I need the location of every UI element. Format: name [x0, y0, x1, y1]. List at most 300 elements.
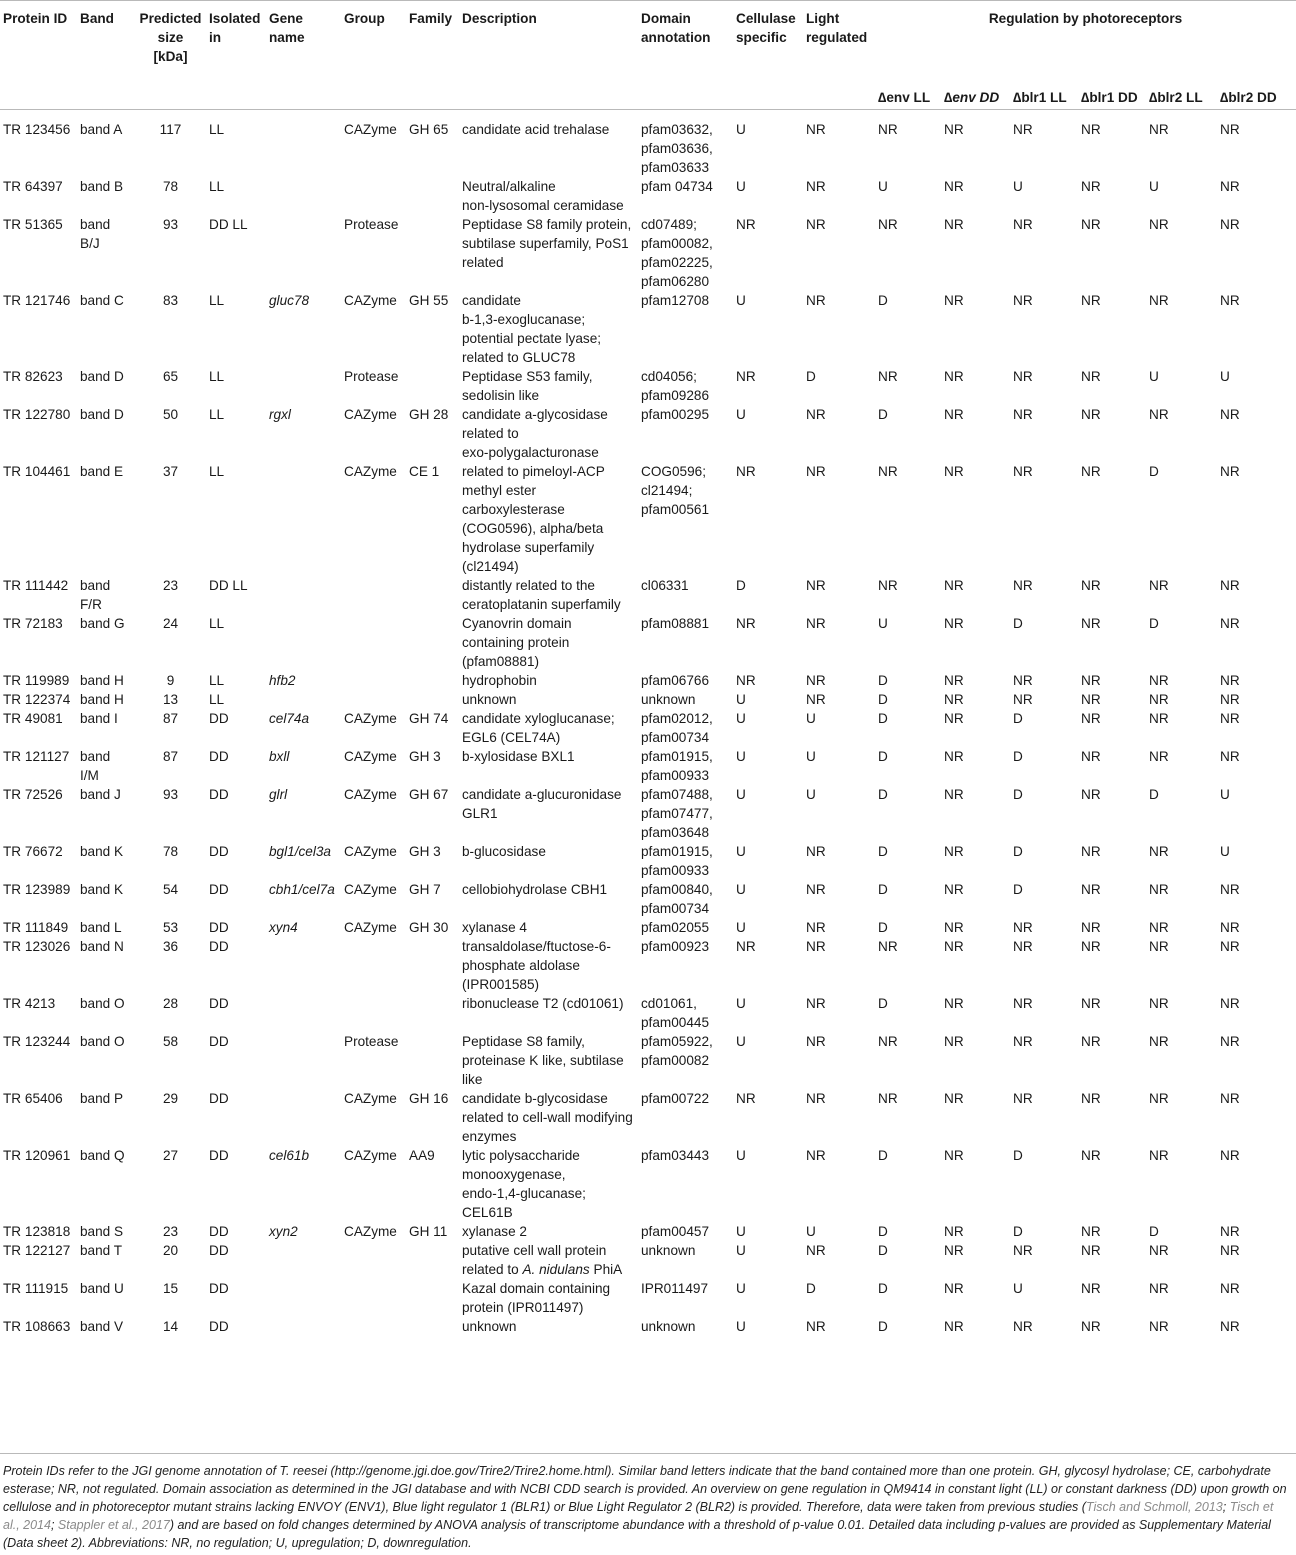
cell-blr2-dd-text: NR: [1220, 711, 1240, 726]
cell-domain-text: pfam07488, pfam07477, pfam03648: [641, 787, 713, 840]
cell-blr2-dd: [1217, 994, 1296, 1032]
cell-env-dd-text: NR: [944, 122, 964, 137]
sub-header: [1146, 80, 1217, 110]
cell-blr2-dd-text: NR: [1220, 1319, 1240, 1334]
cell-cellulase: [733, 1146, 803, 1222]
cell-family: [406, 110, 459, 178]
cell-blr1-ll-text: NR: [1013, 692, 1033, 707]
footnote-text: Protein IDs refer to the JGI genome annotation of: [3, 1464, 280, 1478]
cell-size-text: 23: [162, 1224, 179, 1239]
cell-env-dd-text: NR: [944, 293, 964, 308]
cell-size: [135, 1317, 206, 1336]
cell-group-text: CAZyme: [344, 882, 397, 897]
subheader-spacer: [0, 80, 875, 110]
cell-description-text: xylanase 2: [462, 1224, 527, 1239]
cell-size-text: 65: [162, 369, 179, 384]
cell-description-text: Peptidase S8 family protein, subtilase superfamily, PoS1 related: [462, 217, 632, 270]
cell-env-dd: [941, 1241, 1010, 1279]
cell-group: [341, 367, 406, 405]
cell-light-text: NR: [806, 844, 826, 859]
cell-blr1-dd-text: NR: [1081, 673, 1101, 688]
cell-gene: [266, 690, 341, 709]
cell-protein-id: [0, 1032, 77, 1089]
cell-domain-text: cd07489; pfam00082, pfam02225, pfam06280: [641, 217, 713, 289]
cell-gene: [266, 291, 341, 367]
cell-blr1-ll-text: D: [1013, 787, 1023, 802]
cell-blr2-dd-text: NR: [1220, 1224, 1240, 1239]
cell-size-text: 54: [162, 882, 179, 897]
cell-family: [406, 614, 459, 671]
cell-isolated-text: DD: [209, 996, 229, 1011]
cell-blr2-dd-text: NR: [1220, 179, 1240, 194]
table-row: [0, 177, 1296, 215]
footnote-citation[interactable]: Stappler et al., 2017: [57, 1518, 170, 1532]
cell-description: [459, 215, 638, 291]
cell-isolated-text: DD: [209, 1224, 229, 1239]
cell-blr2-dd-text: NR: [1220, 1281, 1240, 1296]
cell-blr1-ll: [1010, 671, 1078, 690]
cell-isolated-text: LL: [209, 464, 225, 479]
cell-isolated: [206, 576, 266, 614]
cell-domain: [638, 405, 733, 462]
header-line: regulated: [806, 30, 868, 45]
cell-description: [459, 880, 638, 918]
cell-env-ll-text: U: [878, 179, 888, 194]
cell-env-ll-text: D: [878, 673, 888, 688]
cell-blr1-ll: [1010, 405, 1078, 462]
cell-blr1-ll: [1010, 291, 1078, 367]
table-row: [0, 462, 1296, 576]
cell-group-text: CAZyme: [344, 711, 397, 726]
cell-size-text: 50: [162, 407, 179, 422]
cell-gene: [266, 367, 341, 405]
cell-group: [341, 690, 406, 709]
footnote-citation[interactable]: Tisch and Schmoll, 2013: [1085, 1500, 1223, 1514]
cell-blr2-dd: [1217, 709, 1296, 747]
cell-gene-text: rgxl: [269, 407, 291, 422]
cell-protein-id: [0, 177, 77, 215]
cell-blr1-dd-text: NR: [1081, 1319, 1101, 1334]
cell-size: [135, 994, 206, 1032]
cell-light: [803, 880, 875, 918]
cell-group-text: CAZyme: [344, 1224, 397, 1239]
cell-domain-text: pfam03443: [641, 1148, 710, 1163]
cell-light-text: U: [806, 787, 816, 802]
cell-blr2-ll-text: NR: [1149, 692, 1169, 707]
cell-blr1-ll-text: U: [1013, 179, 1023, 194]
cell-env-dd-text: NR: [944, 711, 964, 726]
cell-isolated: [206, 709, 266, 747]
cell-band-text: band B: [80, 179, 124, 194]
cell-light: [803, 785, 875, 842]
cell-domain: [638, 671, 733, 690]
cell-light-text: NR: [806, 1319, 826, 1334]
cell-light: [803, 1279, 875, 1317]
cell-cellulase-text: NR: [736, 673, 756, 688]
cell-description: [459, 918, 638, 937]
cell-domain-text: pfam12708: [641, 293, 710, 308]
cell-blr1-ll: [1010, 110, 1078, 178]
cell-env-dd-text: NR: [944, 692, 964, 707]
cell-description: [459, 994, 638, 1032]
cell-blr2-dd-text: NR: [1220, 1243, 1240, 1258]
cell-blr2-ll-text: NR: [1149, 122, 1169, 137]
cell-size: [135, 1089, 206, 1146]
cell-env-ll-text: D: [878, 996, 888, 1011]
cell-cellulase-text: U: [736, 407, 746, 422]
cell-blr1-ll-text: NR: [1013, 1034, 1033, 1049]
cell-blr1-ll: [1010, 1146, 1078, 1222]
cell-blr2-ll-text: NR: [1149, 844, 1169, 859]
cell-cellulase: [733, 1279, 803, 1317]
cell-gene-text: bxll: [269, 749, 290, 764]
cell-blr2-ll-text: D: [1149, 464, 1159, 479]
cell-cellulase: [733, 1089, 803, 1146]
cell-cellulase-text: U: [736, 749, 746, 764]
cell-family-text: GH 28: [409, 407, 449, 422]
cell-env-dd: [941, 177, 1010, 215]
table-row: [0, 690, 1296, 709]
cell-env-ll: [875, 1032, 941, 1089]
cell-domain: [638, 842, 733, 880]
cell-gene: [266, 709, 341, 747]
cell-family-text: GH 3: [409, 749, 441, 764]
cell-env-ll: [875, 405, 941, 462]
header-line: annotation: [641, 30, 711, 45]
cell-blr1-dd-text: NR: [1081, 616, 1101, 631]
cell-env-ll-text: D: [878, 293, 888, 308]
cell-blr1-ll: [1010, 215, 1078, 291]
cell-env-ll: [875, 1089, 941, 1146]
cell-env-dd-text: NR: [944, 464, 964, 479]
cell-size: [135, 462, 206, 576]
cell-band-text: band D: [80, 407, 124, 422]
cell-domain-text: pfam01915, pfam00933: [641, 749, 713, 783]
cell-blr2-ll-text: NR: [1149, 882, 1169, 897]
cell-domain: [638, 614, 733, 671]
cell-family: [406, 1317, 459, 1336]
cell-blr1-ll-text: NR: [1013, 122, 1033, 137]
cell-domain: [638, 1317, 733, 1336]
cell-isolated-text: DD: [209, 939, 229, 954]
cell-band: [77, 405, 135, 462]
cell-env-ll-text: D: [878, 844, 888, 859]
cell-blr2-ll-text: NR: [1149, 1319, 1169, 1334]
cell-protein-id-text: TR 108663: [3, 1319, 71, 1334]
cell-blr2-ll: [1146, 1089, 1217, 1146]
col-header: Group: [344, 11, 385, 26]
cell-isolated-text: DD: [209, 882, 229, 897]
cell-band: [77, 1032, 135, 1089]
cell-env-dd: [941, 462, 1010, 576]
cell-blr1-ll: [1010, 1279, 1078, 1317]
table-row: [0, 367, 1296, 405]
cell-light: [803, 462, 875, 576]
cell-light: [803, 994, 875, 1032]
cell-size-text: 24: [162, 616, 179, 631]
cell-description: [459, 462, 638, 576]
cell-env-dd: [941, 671, 1010, 690]
cell-group: [341, 576, 406, 614]
cell-isolated: [206, 880, 266, 918]
cell-description: [459, 405, 638, 462]
cell-isolated-text: DD: [209, 711, 229, 726]
cell-blr2-dd-text: NR: [1220, 616, 1240, 631]
cell-size: [135, 367, 206, 405]
cell-isolated-text: LL: [209, 293, 225, 308]
cell-isolated: [206, 690, 266, 709]
cell-description: [459, 1279, 638, 1317]
cell-domain: [638, 690, 733, 709]
table-row: [0, 1146, 1296, 1222]
species-name: A. nidulans: [522, 1262, 590, 1277]
cell-env-dd-text: NR: [944, 673, 964, 688]
cell-family: [406, 367, 459, 405]
cell-env-dd: [941, 1032, 1010, 1089]
cell-env-dd-text: NR: [944, 939, 964, 954]
cell-protein-id-text: TR 72526: [3, 787, 63, 802]
cell-protein-id-text: TR 121746: [3, 293, 71, 308]
cell-protein-id: [0, 614, 77, 671]
cell-light-text: NR: [806, 692, 826, 707]
cell-cellulase: [733, 576, 803, 614]
cell-size: [135, 747, 206, 785]
cell-band: [77, 177, 135, 215]
cell-band-text: band D: [80, 369, 124, 384]
cell-isolated: [206, 1241, 266, 1279]
cell-size-text: 20: [162, 1243, 179, 1258]
cell-group-text: CAZyme: [344, 844, 397, 859]
table-row: [0, 937, 1296, 994]
cell-blr2-dd: [1217, 405, 1296, 462]
cell-isolated-text: DD: [209, 1243, 229, 1258]
cell-group: [341, 747, 406, 785]
cell-band: [77, 880, 135, 918]
cell-env-ll-text: D: [878, 749, 888, 764]
cell-group: [341, 1317, 406, 1336]
cell-blr2-ll-text: NR: [1149, 996, 1169, 1011]
bottom-rule: [0, 1453, 1296, 1454]
cell-description: [459, 785, 638, 842]
cell-band-text: band P: [80, 1091, 124, 1106]
cell-size-text: 87: [162, 749, 179, 764]
cell-blr1-ll-text: NR: [1013, 369, 1033, 384]
cell-blr1-dd-text: NR: [1081, 1148, 1101, 1163]
cell-size-text: 29: [162, 1091, 179, 1106]
cell-domain: [638, 1032, 733, 1089]
cell-domain-text: pfam08881: [641, 616, 710, 631]
cell-env-dd: [941, 110, 1010, 178]
cell-blr2-dd: [1217, 291, 1296, 367]
cell-blr1-dd: [1078, 1241, 1146, 1279]
cell-blr1-ll-text: NR: [1013, 293, 1033, 308]
cell-band-text: band I/M: [80, 749, 111, 783]
cell-size: [135, 177, 206, 215]
cell-band-text: band U: [80, 1281, 124, 1296]
cell-blr2-dd-text: U: [1220, 844, 1230, 859]
cell-description: [459, 1241, 638, 1279]
cell-description-text: Peptidase S8 family, proteinase K like, subtilase like: [462, 1034, 624, 1087]
delta-symbol: ∆: [878, 90, 887, 105]
cell-cellulase-text: U: [736, 711, 746, 726]
cell-env-dd-text: NR: [944, 369, 964, 384]
cell-blr1-ll: [1010, 367, 1078, 405]
cell-domain: [638, 747, 733, 785]
cell-blr2-dd: [1217, 177, 1296, 215]
cell-cellulase: [733, 690, 803, 709]
sub-header-label: env DD: [952, 90, 1000, 105]
cell-env-dd-text: NR: [944, 996, 964, 1011]
cell-blr2-ll: [1146, 709, 1217, 747]
cell-isolated: [206, 1317, 266, 1336]
cell-size: [135, 614, 206, 671]
cell-cellulase: [733, 1241, 803, 1279]
cell-blr1-dd-text: NR: [1081, 217, 1101, 232]
cell-light: [803, 367, 875, 405]
cell-isolated: [206, 462, 266, 576]
cell-blr2-dd: [1217, 918, 1296, 937]
table-row: [0, 671, 1296, 690]
cell-family: [406, 937, 459, 994]
table-footnote: [3, 1462, 1293, 1552]
cell-band: [77, 918, 135, 937]
cell-blr2-ll-text: NR: [1149, 1091, 1169, 1106]
cell-band-text: band T: [80, 1243, 123, 1258]
cell-protein-id: [0, 671, 77, 690]
cell-size-text: 58: [162, 1034, 179, 1049]
sub-header-label: blr1 DD: [1089, 90, 1138, 105]
cell-cellulase: [733, 177, 803, 215]
cell-family-text: GH 11: [409, 1224, 448, 1239]
cell-cellulase: [733, 462, 803, 576]
cell-blr2-dd: [1217, 110, 1296, 178]
cell-light: [803, 177, 875, 215]
cell-blr2-ll: [1146, 462, 1217, 576]
cell-blr2-ll-text: NR: [1149, 673, 1169, 688]
cell-blr1-ll-text: D: [1013, 711, 1023, 726]
cell-env-ll: [875, 747, 941, 785]
cell-cellulase-text: U: [736, 1224, 746, 1239]
cell-domain-text: IPR011497: [641, 1281, 709, 1296]
cell-blr1-ll-text: NR: [1013, 464, 1033, 479]
cell-blr1-dd-text: NR: [1081, 1281, 1101, 1296]
delta-symbol: ∆: [1081, 90, 1090, 105]
cell-env-ll: [875, 785, 941, 842]
cell-size: [135, 215, 206, 291]
cell-blr2-dd-text: NR: [1220, 673, 1240, 688]
cell-isolated: [206, 291, 266, 367]
cell-blr2-ll-text: D: [1149, 616, 1159, 631]
cell-group-text: Protease: [344, 217, 399, 232]
cell-group-text: CAZyme: [344, 1148, 397, 1163]
regulation-header: Regulation by photoreceptors: [988, 11, 1183, 26]
cell-blr1-ll: [1010, 1222, 1078, 1241]
cell-protein-id-text: TR 104461: [3, 464, 71, 479]
cell-domain-text: pfam00457: [641, 1224, 710, 1239]
cell-env-ll-text: NR: [878, 939, 898, 954]
cell-env-dd-text: NR: [944, 787, 964, 802]
cell-isolated-text: DD: [209, 844, 229, 859]
cell-protein-id-text: TR 64397: [3, 179, 63, 194]
cell-group: [341, 842, 406, 880]
cell-light-text: NR: [806, 122, 826, 137]
cell-protein-id: [0, 215, 77, 291]
cell-env-dd: [941, 785, 1010, 842]
cell-gene: [266, 671, 341, 690]
cell-family: [406, 291, 459, 367]
cell-band-text: band A: [80, 122, 123, 137]
cell-env-dd-text: NR: [944, 1319, 964, 1334]
cell-isolated: [206, 215, 266, 291]
cell-domain-text: pfam02012, pfam00734: [641, 711, 713, 745]
cell-light-text: NR: [806, 939, 826, 954]
cell-blr1-ll-text: D: [1013, 616, 1023, 631]
cell-cellulase: [733, 880, 803, 918]
cell-size-text: 87: [162, 711, 179, 726]
footnote-citation[interactable]: Tisch et al., 2014: [3, 1500, 1274, 1532]
cell-blr2-ll-text: U: [1149, 179, 1159, 194]
cell-band: [77, 215, 135, 291]
cell-blr2-ll-text: NR: [1149, 1281, 1169, 1296]
cell-blr2-dd: [1217, 785, 1296, 842]
cell-size-text: 27: [162, 1148, 179, 1163]
header-line: Light: [806, 11, 840, 26]
cell-protein-id: [0, 690, 77, 709]
cell-protein-id-text: TR 4213: [3, 996, 56, 1011]
cell-light: [803, 215, 875, 291]
cell-light-text: D: [806, 369, 816, 384]
cell-protein-id: [0, 1317, 77, 1336]
cell-protein-id-text: TR 123026: [3, 939, 71, 954]
cell-band-text: band G: [80, 616, 125, 631]
cell-domain: [638, 1089, 733, 1146]
cell-blr2-ll: [1146, 110, 1217, 178]
cell-protein-id-text: TR 123989: [3, 882, 71, 897]
cell-blr1-dd-text: NR: [1081, 1224, 1101, 1239]
cell-cellulase: [733, 709, 803, 747]
top-rule: [0, 0, 1296, 1]
cell-size: [135, 937, 206, 994]
cell-env-ll: [875, 1317, 941, 1336]
cell-blr1-dd: [1078, 110, 1146, 178]
cell-blr1-ll: [1010, 747, 1078, 785]
cell-gene-text: cbh1/cel7a: [269, 882, 335, 897]
cell-protein-id-text: TR 111915: [3, 1281, 69, 1296]
cell-band-text: band H: [80, 692, 124, 707]
table-row: [0, 110, 1296, 178]
cell-gene: [266, 842, 341, 880]
cell-family: [406, 462, 459, 576]
cell-gene-text: gluc78: [269, 293, 310, 308]
cell-blr2-dd: [1217, 690, 1296, 709]
cell-protein-id-text: TR 65406: [3, 1091, 63, 1106]
cell-blr2-ll: [1146, 1222, 1217, 1241]
cell-cellulase-text: U: [736, 1034, 746, 1049]
cell-group: [341, 785, 406, 842]
cell-blr2-dd: [1217, 1089, 1296, 1146]
cell-gene: [266, 576, 341, 614]
header-line: Gene: [269, 11, 303, 26]
cell-size: [135, 880, 206, 918]
cell-size: [135, 690, 206, 709]
cell-protein-id: [0, 1241, 77, 1279]
cell-blr1-dd: [1078, 785, 1146, 842]
cell-domain-text: pfam00722: [641, 1091, 710, 1106]
cell-isolated-text: DD: [209, 1034, 229, 1049]
cell-cellulase-text: U: [736, 179, 746, 194]
cell-env-dd-text: NR: [944, 749, 964, 764]
cell-domain: [638, 1241, 733, 1279]
